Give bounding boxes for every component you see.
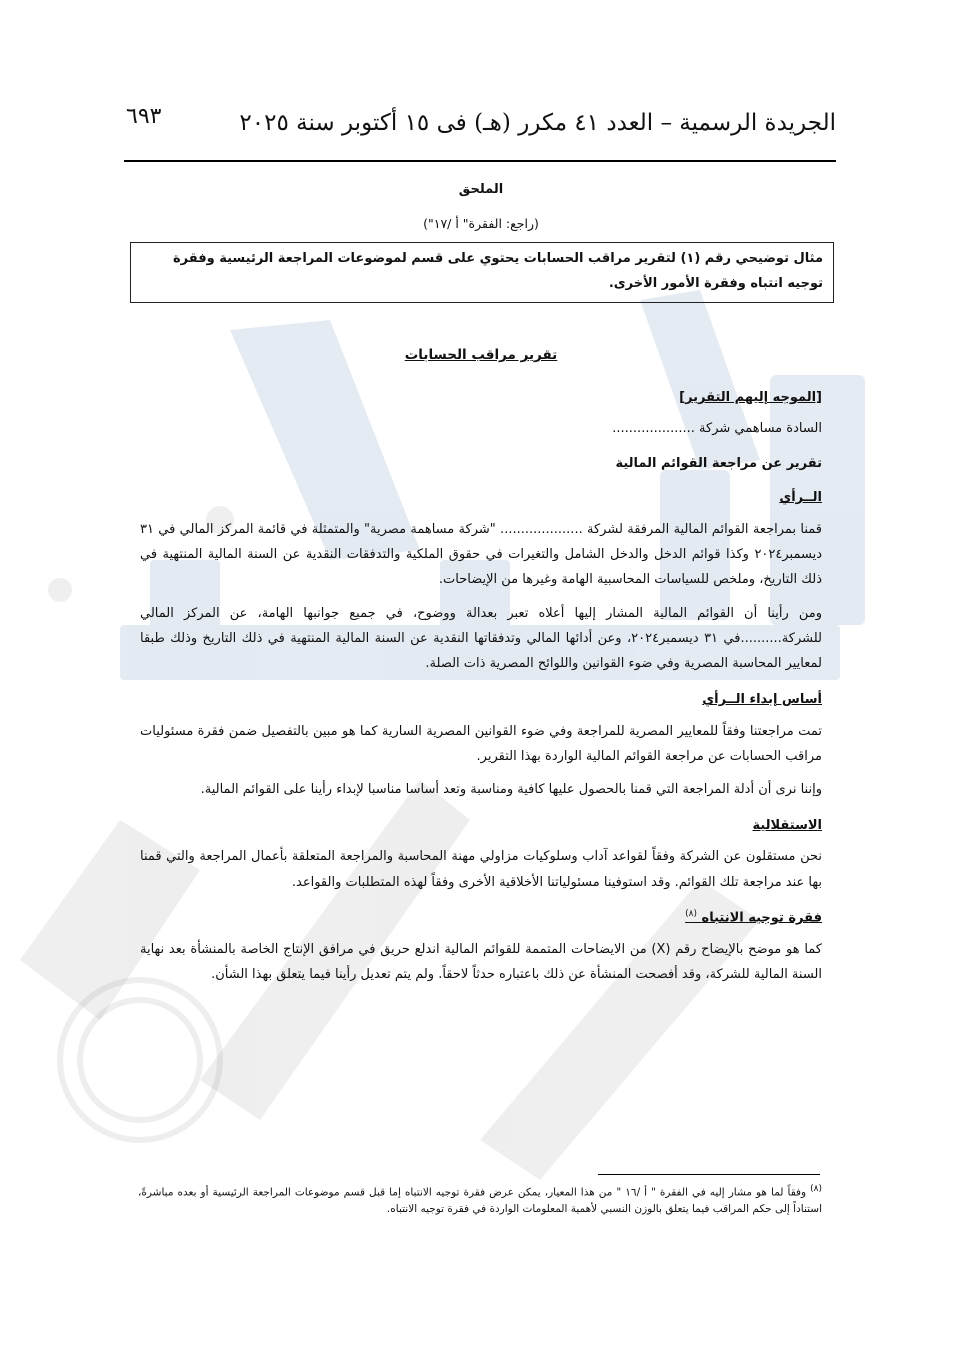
emphasis-paragraph: كما هو موضح بالإيضاح رقم (X) من الايضاحات المتممة للقوائم المالية اندلع حريق في مرافق الإنتاج الخاصة بالمنشأة بعد نهاية السنة المالية للشركة، وقد أفصحت المنشأة عن ذلك باعتباره حدثاً لاحقاً. ولم يتم تعديل رأينا فيما يتعلق بهذا الشأن. xyxy=(140,941,822,983)
basis-paragraph-1: تمت مراجعتنا وفقاً للمعايير المصرية للمراجعة وفي ضوء القوانين المصرية السارية كما هو مبين بالتفصيل ضمن فقرة مسئوليات مراقب الحسابات عن مراجعة القوائم المالية الواردة بهذا التقرير. xyxy=(140,723,822,764)
addressee-heading: [الموجه إليهم التقرير] xyxy=(679,390,822,406)
annex-reference: (راجع: الفقرة" أ /١٧") xyxy=(423,216,539,231)
footnote-separator xyxy=(598,1174,820,1175)
footnote-text: وفقاً لما هو مشار إليه في الفقرة " أ /١٦ " من هذا المعيار، يمكن عرض فقرة توجيه الانتباه إما قبل قسم موضوعات المراجعة الرئيسية أو بعده مباشرةً، استناداً إلى حكم المراقب فيما يتعلق بالوزن النسبي لأهمية المعلومات الواردة في فقرة توجيه الانتباه. xyxy=(138,1186,822,1216)
footnote xyxy=(138,1182,822,1218)
document-body xyxy=(140,176,822,996)
gazette-title: الجريدة الرسمية – العدد ٤١ مكرر (هـ) فى ١٥ أكتوبر سنة ٢٠٢٥ xyxy=(239,110,836,136)
emphasis-heading xyxy=(140,903,822,937)
footnote-mark: (٨) xyxy=(810,1184,822,1194)
footnote-reference: (٨) xyxy=(685,908,697,919)
annex-title: الملحق xyxy=(458,182,504,197)
page-number: ٦٩٣ xyxy=(126,104,162,129)
opinion-heading: الــرأي xyxy=(779,490,822,506)
example-box: مثال توضيحي رقم (١) لتقرير مراقب الحسابات يحتوي على قسم لموضوعات المراجعة الرئيسية وفقرة توجيه انتباه وفقرة الأمور الأخرى. xyxy=(130,242,834,303)
opinion-paragraph-1: قمنا بمراجعة القوائم المالية المرفقة لشركة .................... "شركة مساهمة مصرية" والمتمثلة في قائمة المركز المالي في ٣١ ديسمبر٢٠٢٤ وكذا قوائم الدخل والدخل الشامل والتغيرات في حقوق الملكية والتدفقات النقدية عن السنة المالية المنتهية في ذلك التاريخ، وملخص للسياسات المحاسبية الهامة وغيرها من الإيضاحات. xyxy=(140,521,822,588)
independence-paragraph: نحن مستقلون عن الشركة وفقاً لقواعد آداب وسلوكيات مزاولي مهنة المحاسبة والمراجعة المتعلقة بأعمال المراجعة والتي قمنا بها عند مراجعة تلك القوائم. وقد استوفينا مسئولياتنا الأخلاقية الأخرى وفقاً لهذه المتطلبات والقواعد. xyxy=(140,849,822,890)
fs-report-heading: تقرير عن مراجعة القوائم المالية xyxy=(615,456,822,472)
emphasis-heading-text: فقرة توجيه الانتباه xyxy=(701,910,822,926)
independence-heading: الاستقلالية xyxy=(752,817,822,833)
addressee-line: السادة مساهمي شركة .................... xyxy=(612,420,822,436)
gazette-header xyxy=(124,104,836,162)
opinion-paragraph-2: ومن رأينا أن القوائم المالية المشار إليها أعلاه تعبر بعدالة ووضوح، في جميع جوانبها الهامة، عن المركز المالي للشركة..........في ٣١ ديسمبر٢٠٢٤، وعن أدائها المالي وتدفقاتها النقدية عن السنة المالية المنتهية في ذلك التاريخ وذلك طبقا لمعايير المحاسبة المصرية وفي ضوء القوانين واللوائح المصرية ذات الصلة. xyxy=(140,605,822,672)
basis-heading: أساس إبداء الــرأي xyxy=(702,691,822,707)
report-title: تقرير مراقب الحسابات xyxy=(404,347,558,364)
basis-paragraph-2: وإننا نرى أن أدلة المراجعة التي قمنا بالحصول عليها كافية ومناسبة وتعد أساسا مناسبا لإبداء رأينا على القوائم المالية. xyxy=(200,782,822,798)
